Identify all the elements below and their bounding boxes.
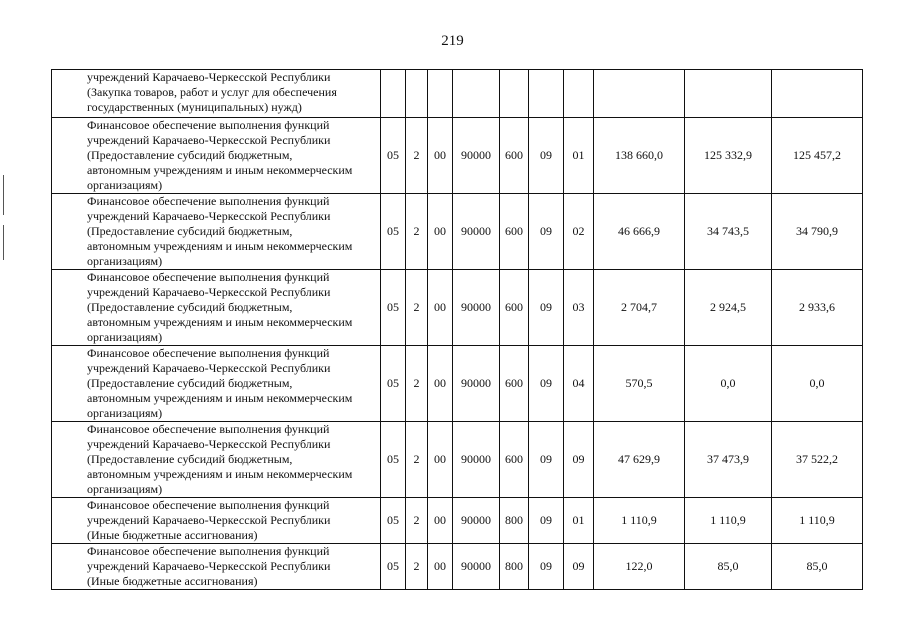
code-cell-csr1: 00 xyxy=(428,544,453,590)
code-cell-c7: 09 xyxy=(564,422,594,498)
amount-cell-y2: 34 743,5 xyxy=(685,194,772,270)
amount-cell-y3: 2 933,6 xyxy=(772,270,863,346)
row-name-line: организациям) xyxy=(87,406,163,420)
code-cell-vr xyxy=(500,70,529,118)
row-name-line: (Иные бюджетные ассигнования) xyxy=(87,528,258,542)
amount-cell-y2: 1 110,9 xyxy=(685,498,772,544)
row-name-cell xyxy=(52,194,381,270)
amount-cell-y2 xyxy=(685,70,772,118)
row-name-line: Финансовое обеспечение выполнения функций xyxy=(87,194,330,208)
code-cell-rz: 05 xyxy=(381,346,406,422)
code-cell-csr2: 90000 xyxy=(453,270,500,346)
row-name-line: учреждений Карачаево-Черкесской Республики xyxy=(87,437,331,451)
row-name-line: учреждений Карачаево-Черкесской Республики xyxy=(87,133,331,147)
code-cell-rz: 05 xyxy=(381,498,406,544)
code-cell-pr xyxy=(406,70,428,118)
row-name-cell xyxy=(52,346,381,422)
row-name-line: (Иные бюджетные ассигнования) xyxy=(87,574,258,588)
code-cell-c7: 09 xyxy=(564,544,594,590)
code-cell-rz: 05 xyxy=(381,544,406,590)
row-name-line: автономным учреждениям и иным некоммерческим xyxy=(87,467,353,481)
code-cell-vr: 600 xyxy=(500,194,529,270)
code-cell-c6: 09 xyxy=(529,346,564,422)
code-cell-c7: 03 xyxy=(564,270,594,346)
code-cell-pr: 2 xyxy=(406,422,428,498)
code-cell-vr: 800 xyxy=(500,498,529,544)
code-cell-c7: 04 xyxy=(564,346,594,422)
code-cell-rz xyxy=(381,70,406,118)
code-cell-rz: 05 xyxy=(381,118,406,194)
row-name-line: государственных (муниципальных) нужд) xyxy=(87,100,302,114)
code-cell-csr1: 00 xyxy=(428,270,453,346)
code-cell-c6: 09 xyxy=(529,194,564,270)
code-cell-vr: 800 xyxy=(500,544,529,590)
page-number: 219 xyxy=(441,33,464,49)
table-row xyxy=(52,194,863,270)
row-name-line: (Закупка товаров, работ и услуг для обеспечения xyxy=(87,85,337,99)
row-name-cell xyxy=(52,544,381,590)
code-cell-pr: 2 xyxy=(406,346,428,422)
amount-cell-y3: 34 790,9 xyxy=(772,194,863,270)
row-name-line: автономным учреждениям и иным некоммерческим xyxy=(87,315,353,329)
amount-cell-y1 xyxy=(594,70,685,118)
amount-cell-y1: 1 110,9 xyxy=(594,498,685,544)
code-cell-rz: 05 xyxy=(381,270,406,346)
amount-cell-y2: 2 924,5 xyxy=(685,270,772,346)
table-row xyxy=(52,70,863,118)
row-name-line: Финансовое обеспечение выполнения функций xyxy=(87,544,330,558)
row-name-line: учреждений Карачаево-Черкесской Республики xyxy=(87,559,331,573)
row-name-line: автономным учреждениям и иным некоммерческим xyxy=(87,163,353,177)
budget-table xyxy=(51,69,863,590)
code-cell-c6: 09 xyxy=(529,422,564,498)
amount-cell-y3: 85,0 xyxy=(772,544,863,590)
row-name-line: Финансовое обеспечение выполнения функций xyxy=(87,346,330,360)
amount-cell-y1: 47 629,9 xyxy=(594,422,685,498)
code-cell-c7: 02 xyxy=(564,194,594,270)
amount-cell-y3: 37 522,2 xyxy=(772,422,863,498)
amount-cell-y3: 1 110,9 xyxy=(772,498,863,544)
code-cell-c7: 01 xyxy=(564,498,594,544)
code-cell-c7 xyxy=(564,70,594,118)
table-row xyxy=(52,346,863,422)
code-cell-csr1: 00 xyxy=(428,346,453,422)
row-name-cell xyxy=(52,118,381,194)
row-name-line: автономным учреждениям и иным некоммерческим xyxy=(87,239,353,253)
row-name-line: (Предоставление субсидий бюджетным, xyxy=(87,376,293,390)
amount-cell-y1: 2 704,7 xyxy=(594,270,685,346)
code-cell-pr: 2 xyxy=(406,544,428,590)
code-cell-rz: 05 xyxy=(381,194,406,270)
code-cell-csr2: 90000 xyxy=(453,194,500,270)
code-cell-vr: 600 xyxy=(500,422,529,498)
code-cell-csr1: 00 xyxy=(428,498,453,544)
code-cell-c6: 09 xyxy=(529,270,564,346)
code-cell-csr2: 90000 xyxy=(453,118,500,194)
row-name-line: учреждений Карачаево-Черкесской Республики xyxy=(87,209,331,223)
amount-cell-y2: 37 473,9 xyxy=(685,422,772,498)
scan-mark xyxy=(3,175,4,215)
code-cell-c6: 09 xyxy=(529,498,564,544)
row-name-cell xyxy=(52,70,381,118)
amount-cell-y1: 138 660,0 xyxy=(594,118,685,194)
code-cell-c6: 09 xyxy=(529,118,564,194)
amount-cell-y2: 0,0 xyxy=(685,346,772,422)
code-cell-csr1: 00 xyxy=(428,118,453,194)
code-cell-c6: 09 xyxy=(529,544,564,590)
row-name-line: Финансовое обеспечение выполнения функций xyxy=(87,118,330,132)
code-cell-csr1: 00 xyxy=(428,194,453,270)
row-name-line: автономным учреждениям и иным некоммерческим xyxy=(87,391,353,405)
code-cell-c7: 01 xyxy=(564,118,594,194)
code-cell-c6 xyxy=(529,70,564,118)
row-name-line: организациям) xyxy=(87,330,163,344)
row-name-line: Финансовое обеспечение выполнения функций xyxy=(87,498,330,512)
row-name-line: (Предоставление субсидий бюджетным, xyxy=(87,300,293,314)
code-cell-pr: 2 xyxy=(406,194,428,270)
row-name-line: учреждений Карачаево-Черкесской Республики xyxy=(87,513,331,527)
scan-mark xyxy=(3,225,4,260)
row-name-line: (Предоставление субсидий бюджетным, xyxy=(87,148,293,162)
amount-cell-y2: 85,0 xyxy=(685,544,772,590)
code-cell-csr2 xyxy=(453,70,500,118)
table-row xyxy=(52,422,863,498)
code-cell-pr: 2 xyxy=(406,498,428,544)
code-cell-pr: 2 xyxy=(406,118,428,194)
row-name-line: Финансовое обеспечение выполнения функций xyxy=(87,422,330,436)
code-cell-vr: 600 xyxy=(500,346,529,422)
code-cell-rz: 05 xyxy=(381,422,406,498)
amount-cell-y3: 0,0 xyxy=(772,346,863,422)
code-cell-csr2: 90000 xyxy=(453,422,500,498)
row-name-line: (Предоставление субсидий бюджетным, xyxy=(87,452,293,466)
code-cell-csr1 xyxy=(428,70,453,118)
amount-cell-y3: 125 457,2 xyxy=(772,118,863,194)
row-name-cell xyxy=(52,422,381,498)
table-row xyxy=(52,544,863,590)
row-name-line: учреждений Карачаево-Черкесской Республики xyxy=(87,285,331,299)
code-cell-csr2: 90000 xyxy=(453,544,500,590)
code-cell-pr: 2 xyxy=(406,270,428,346)
row-name-line: организациям) xyxy=(87,482,163,496)
code-cell-vr: 600 xyxy=(500,118,529,194)
row-name-line: Финансовое обеспечение выполнения функций xyxy=(87,270,330,284)
amount-cell-y3 xyxy=(772,70,863,118)
amount-cell-y1: 122,0 xyxy=(594,544,685,590)
row-name-line: организациям) xyxy=(87,178,163,192)
row-name-line: организациям) xyxy=(87,254,163,268)
table-row xyxy=(52,498,863,544)
code-cell-vr: 600 xyxy=(500,270,529,346)
row-name-line: (Предоставление субсидий бюджетным, xyxy=(87,224,293,238)
row-name-line: учреждений Карачаево-Черкесской Республики xyxy=(87,361,331,375)
row-name-cell xyxy=(52,498,381,544)
code-cell-csr1: 00 xyxy=(428,422,453,498)
code-cell-csr2: 90000 xyxy=(453,498,500,544)
table-row xyxy=(52,270,863,346)
code-cell-csr2: 90000 xyxy=(453,346,500,422)
row-name-cell xyxy=(52,270,381,346)
amount-cell-y2: 125 332,9 xyxy=(685,118,772,194)
amount-cell-y1: 570,5 xyxy=(594,346,685,422)
table-row xyxy=(52,118,863,194)
row-name-line: учреждений Карачаево-Черкесской Республики xyxy=(87,70,331,84)
amount-cell-y1: 46 666,9 xyxy=(594,194,685,270)
